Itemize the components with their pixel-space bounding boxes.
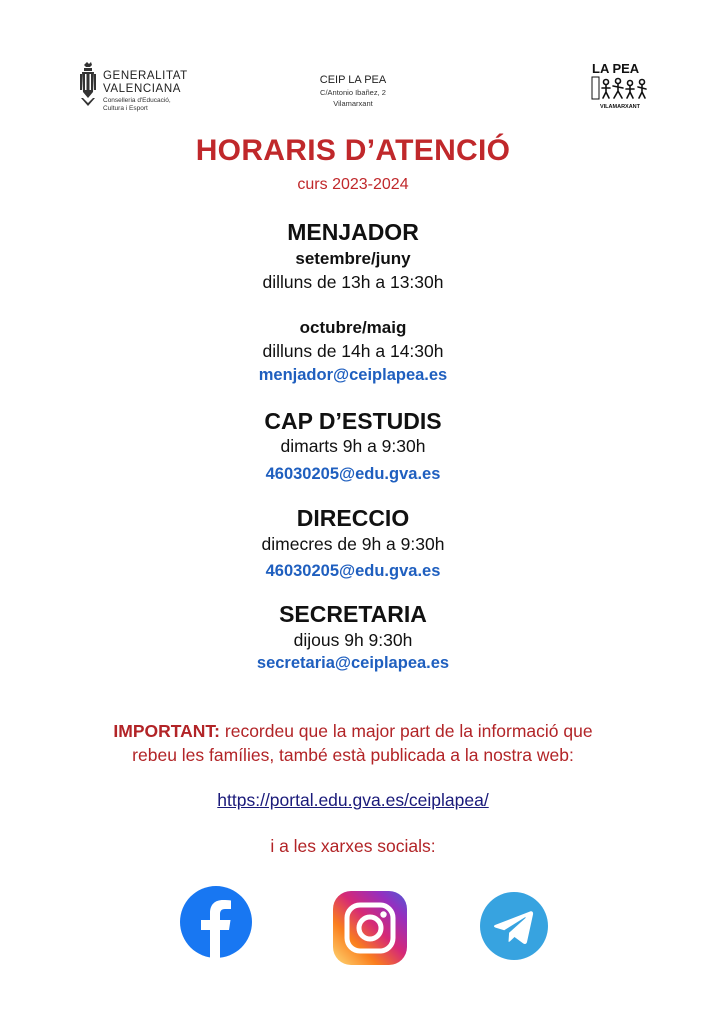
header — [0, 0, 706, 130]
direccio-heading: DIRECCIO — [296, 505, 410, 531]
conselleria-line-2: Cultura i Esport — [103, 104, 148, 112]
page-title: HORARIS D’ATENCIÓ — [195, 134, 511, 167]
school-name: CEIP LA PEA — [319, 74, 387, 86]
school-town: Vilamarxant — [333, 99, 373, 108]
menjador-hours-1: dilluns de 13h a 13:30h — [262, 272, 444, 292]
social-networks-text: i a les xarxes socials: — [270, 836, 436, 856]
generalitat-line-2: VALENCIANA — [103, 82, 182, 95]
la-pea-logo — [590, 58, 650, 118]
important-text-1: recordeu que la major part de la informació que — [220, 721, 593, 741]
generalitat-line-1: GENERALITAT — [103, 70, 188, 82]
website-link[interactable]: https://portal.edu.gva.es/ceiplapea/ — [217, 790, 489, 810]
menjador-period-1: setembre/juny — [295, 249, 411, 268]
important-label: IMPORTANT: — [113, 721, 221, 741]
cap-estudis-hours: dimarts 9h a 9:30h — [280, 436, 426, 456]
menjador-period-2: octubre/maig — [299, 318, 407, 337]
menjador-email-link[interactable]: menjador@ceiplapea.es — [258, 366, 448, 384]
important-line-2: rebeu les famílies, també està publicada a la nostra web: — [132, 745, 574, 765]
conselleria-line-1: Conselleria d'Educació, — [103, 97, 171, 104]
school-address: C/Antonio Ibañez, 2 — [320, 88, 386, 97]
cap-estudis-heading: CAP D’ESTUDIS — [264, 408, 442, 434]
menjador-hours-2: dilluns de 14h a 14:30h — [262, 341, 444, 361]
direccio-email-link[interactable]: 46030205@edu.gva.es — [265, 562, 441, 580]
secretaria-email-link[interactable]: secretaria@ceiplapea.es — [256, 654, 450, 672]
cap-estudis-email-link[interactable]: 46030205@edu.gva.es — [265, 465, 441, 483]
course-year: curs 2023-2024 — [297, 176, 409, 193]
telegram-icon[interactable] — [480, 892, 548, 960]
menjador-heading: MENJADOR — [287, 219, 419, 245]
instagram-icon[interactable] — [333, 891, 407, 965]
secretaria-heading: SECRETARIA — [279, 601, 427, 627]
logo-title: LA PEA — [592, 61, 640, 76]
direccio-hours: dimecres de 9h a 9:30h — [261, 534, 445, 554]
logo-caption: VILAMARXANT — [599, 104, 641, 110]
facebook-icon[interactable] — [180, 886, 252, 958]
secretaria-hours: dijous 9h 9:30h — [293, 630, 413, 650]
important-line-1 — [0, 719, 706, 743]
